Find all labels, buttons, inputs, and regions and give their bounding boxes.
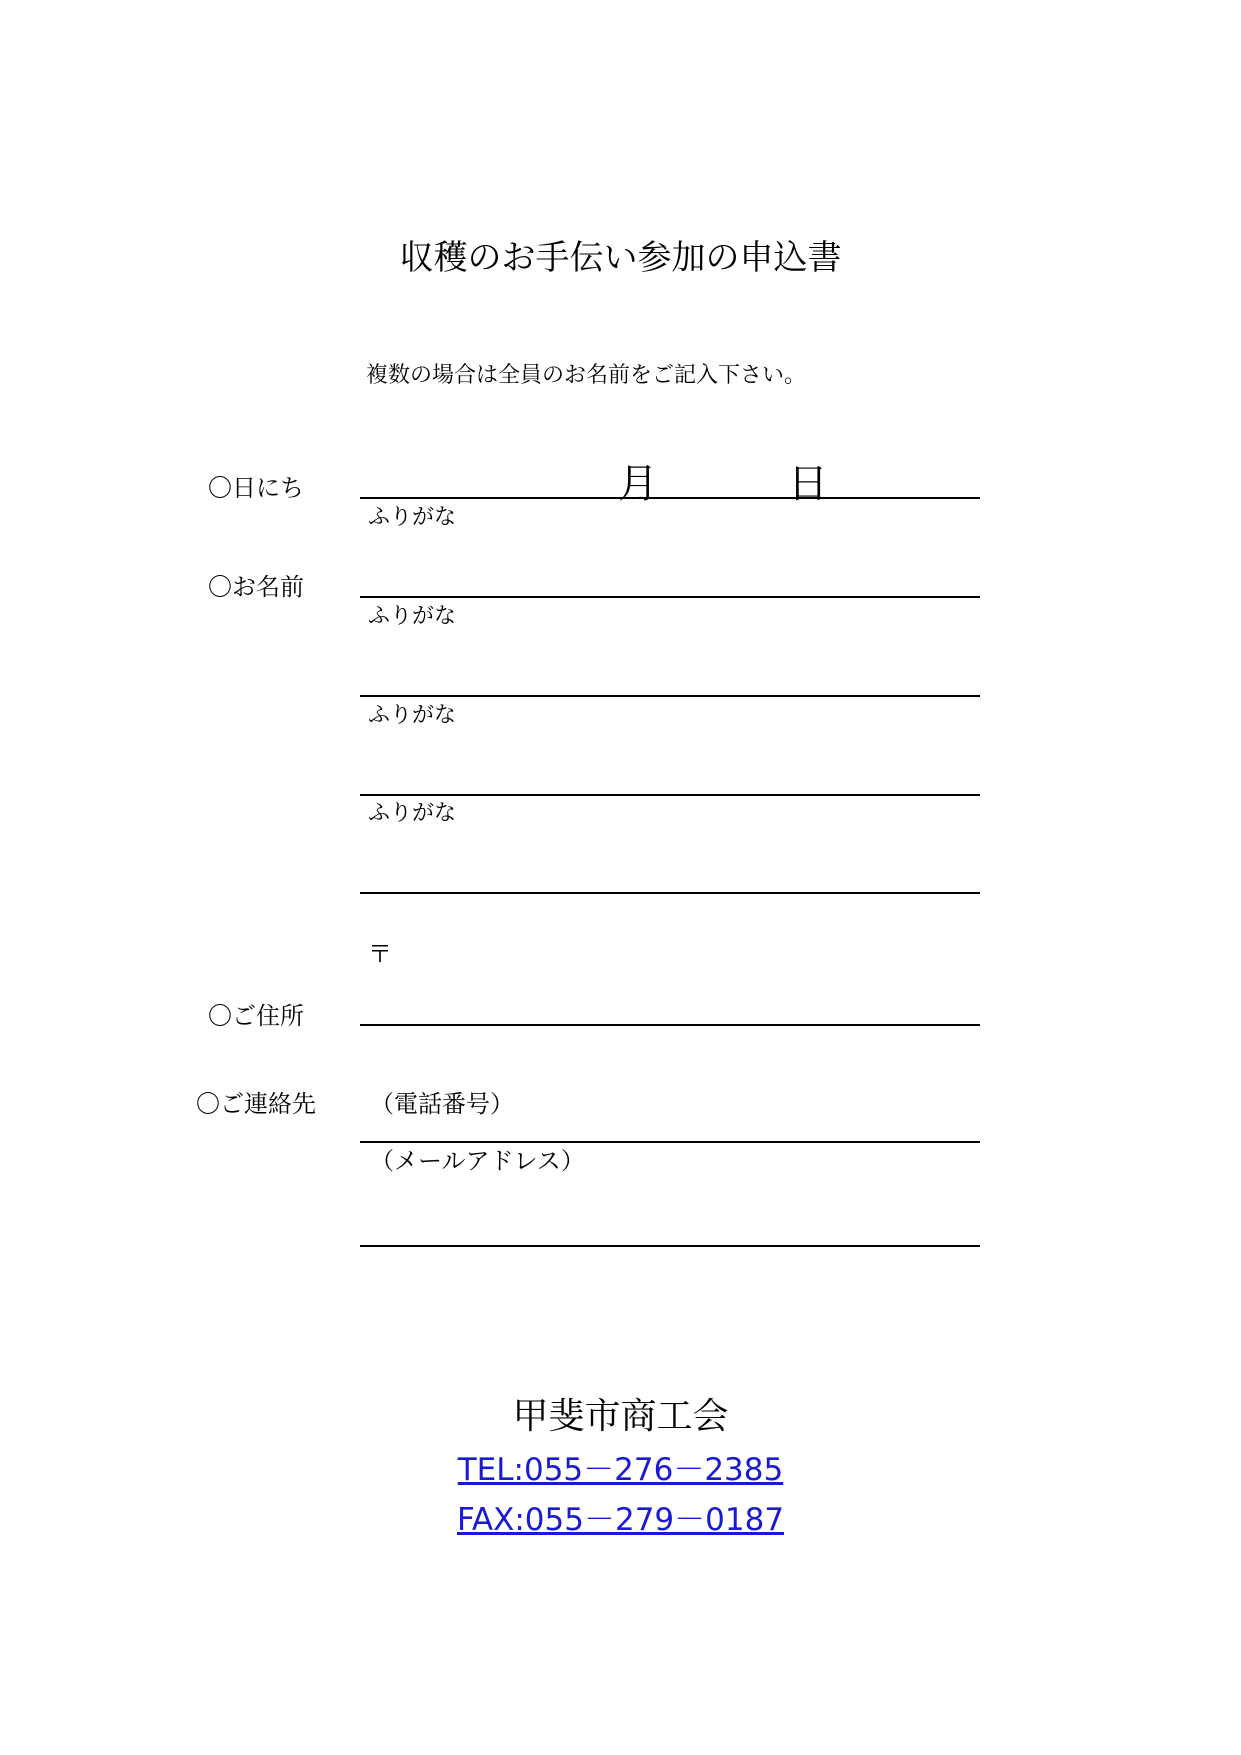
postal-mark: 〒 bbox=[368, 940, 392, 968]
email-input-line[interactable] bbox=[360, 1245, 980, 1247]
form-title: 収穫のお手伝い参加の申込書 bbox=[399, 238, 842, 278]
date-label: 〇日にち bbox=[208, 474, 304, 502]
instruction-note: 複数の場合は全員のお名前をご記入下さい。 bbox=[366, 363, 807, 388]
name-label: 〇お名前 bbox=[208, 573, 304, 601]
name-input-line-2[interactable] bbox=[360, 695, 980, 697]
fax-link[interactable] bbox=[0, 1494, 1241, 1539]
day-label: 日 bbox=[788, 461, 828, 507]
furigana-label-1: ふりがな bbox=[368, 505, 457, 530]
address-label: 〇ご住所 bbox=[208, 1002, 304, 1030]
fax-text[interactable]: FAX:055－279－0187 bbox=[456, 1502, 785, 1538]
email-label: （メールアドレス） bbox=[370, 1147, 585, 1175]
address-input-line[interactable] bbox=[360, 1024, 980, 1026]
contact-label: 〇ご連絡先 bbox=[196, 1090, 316, 1118]
furigana-label-3: ふりがな bbox=[368, 703, 457, 728]
tel-text[interactable]: TEL:055－276－2385 bbox=[457, 1452, 784, 1488]
furigana-label-2: ふりがな bbox=[368, 604, 457, 629]
phone-label: （電話番号） bbox=[370, 1090, 514, 1118]
organization-name: 甲斐市商工会 bbox=[512, 1396, 729, 1437]
month-label: 月 bbox=[618, 461, 658, 507]
name-input-line-1[interactable] bbox=[360, 596, 980, 598]
furigana-label-4: ふりがな bbox=[368, 801, 457, 826]
date-input-line[interactable] bbox=[360, 497, 980, 499]
tel-link[interactable] bbox=[0, 1444, 1241, 1489]
name-input-line-4[interactable] bbox=[360, 892, 980, 894]
